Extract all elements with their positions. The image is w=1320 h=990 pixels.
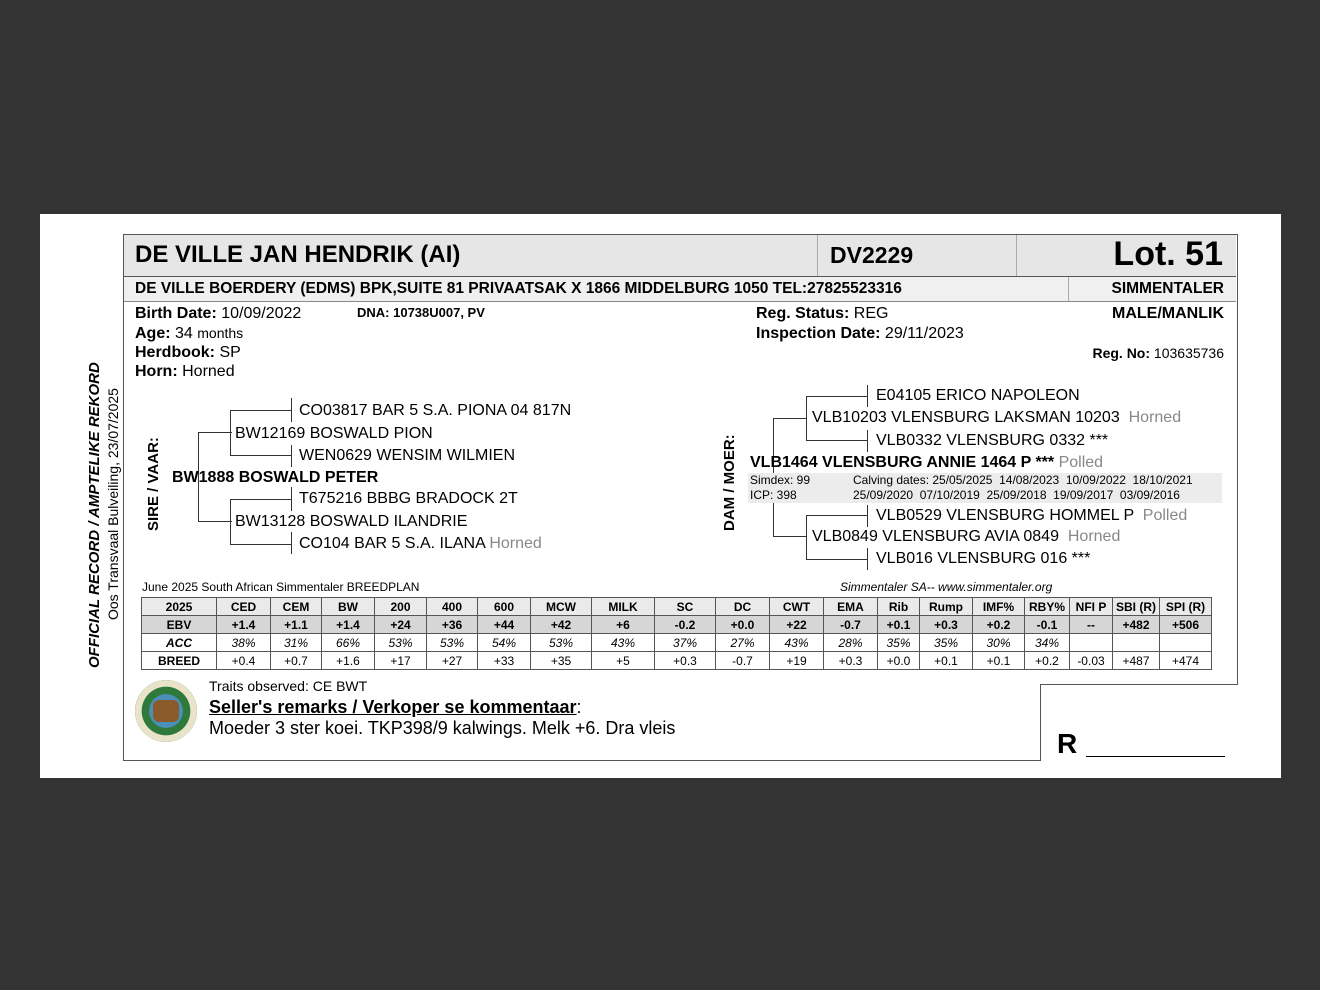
table-cell: 53%	[531, 634, 592, 652]
table-cell: CWT	[770, 598, 824, 616]
table-cell: --	[1070, 616, 1113, 634]
animal-name: DE VILLE JAN HENDRIK (AI)	[135, 241, 461, 268]
table-cell: 43%	[592, 634, 655, 652]
calving-dates-line2: 25/09/2020 07/10/2019 25/09/2018 19/09/2017 03/09/2016	[853, 488, 1180, 502]
table-cell: SBI (R)	[1113, 598, 1160, 616]
table-cell: +0.7	[271, 652, 322, 670]
table-cell: 28%	[824, 634, 878, 652]
dam-sire: VLB10203 VLENSBURG LAKSMAN 10203 Horned	[812, 409, 1182, 426]
table-header-row	[142, 598, 1212, 616]
table-cell: 43%	[770, 634, 824, 652]
traits-observed: Traits observed: CE BWT	[209, 678, 368, 694]
table-cell: +0.0	[878, 652, 920, 670]
table-cell: 53%	[375, 634, 427, 652]
table-cell: +44	[478, 616, 531, 634]
table-cell: +0.3	[824, 652, 878, 670]
table-cell	[1160, 634, 1212, 652]
table-cell: -0.1	[1025, 616, 1070, 634]
breedplan-website: Simmentaler SA-- www.simmentaler.org	[840, 580, 1053, 594]
row-label: BREED	[142, 652, 217, 670]
table-cell: 31%	[271, 634, 322, 652]
table-cell: Rib	[878, 598, 920, 616]
table-cell: +0.3	[920, 616, 973, 634]
table-cell: +0.1	[878, 616, 920, 634]
breedplan-table	[141, 597, 1212, 670]
table-cell: +1.4	[217, 616, 271, 634]
table-cell: -0.03	[1070, 652, 1113, 670]
table-cell: +506	[1160, 616, 1212, 634]
table-cell: +474	[1160, 652, 1212, 670]
table-cell: RBY%	[1025, 598, 1070, 616]
table-cell: CEM	[271, 598, 322, 616]
table-cell: 30%	[973, 634, 1025, 652]
table-cell: +482	[1113, 616, 1160, 634]
seller-remarks: Moeder 3 ster koei. TKP398/9 kalwings. Melk +6. Dra vleis	[209, 718, 676, 738]
table-cell: +0.1	[920, 652, 973, 670]
table-cell: +0.2	[973, 616, 1025, 634]
table-cell: -0.7	[824, 616, 878, 634]
table-cell: NFI P	[1070, 598, 1113, 616]
breed: SIMMENTALER	[1111, 280, 1224, 297]
table-cell: 600	[478, 598, 531, 616]
breeder-address: DE VILLE BOERDERY (EDMS) BPK,SUITE 81 PRIVAATSAK X 1866 MIDDELBURG 1050 TEL:27825523316	[135, 280, 902, 297]
inspection-date: Inspection Date: 29/11/2023	[756, 325, 964, 342]
table-cell: 27%	[716, 634, 770, 652]
dam-sire-sire: E04105 ERICO NAPOLEON	[876, 387, 1080, 404]
table-cell: SC	[655, 598, 716, 616]
table-cell: +0.3	[655, 652, 716, 670]
table-cell: BW	[322, 598, 375, 616]
table-cell: +487	[1113, 652, 1160, 670]
table-cell: +1.4	[322, 616, 375, 634]
table-cell	[1070, 634, 1113, 652]
table-row	[142, 634, 1212, 652]
table-cell: 53%	[427, 634, 478, 652]
table-cell: 400	[427, 598, 478, 616]
table-cell: -0.2	[655, 616, 716, 634]
row-label: ACC	[142, 634, 217, 652]
dam-label: DAM / MOER:	[721, 434, 738, 531]
dam-simdex: Simdex: 99	[750, 473, 811, 487]
table-cell: +0.4	[217, 652, 271, 670]
official-record-label: OFFICIAL RECORD / AMPTELIKE REKORD	[86, 362, 103, 668]
table-cell: MCW	[531, 598, 592, 616]
table-cell: +35	[531, 652, 592, 670]
table-cell: +19	[770, 652, 824, 670]
dam-icp: ICP: 398	[750, 488, 797, 502]
table-cell: +42	[531, 616, 592, 634]
row-label: EBV	[142, 616, 217, 634]
table-cell: +22	[770, 616, 824, 634]
table-cell: +24	[375, 616, 427, 634]
remarks-heading: Seller's remarks / Verkoper se kommentaar:	[209, 697, 582, 717]
table-cell: 200	[375, 598, 427, 616]
table-cell: Rump	[920, 598, 973, 616]
table-cell: +6	[592, 616, 655, 634]
birth-date: Birth Date: 10/09/2022	[135, 305, 302, 322]
calving-dates-line1: Calving dates: 25/05/2025 14/08/2023 10/09/2022 18/10/2021	[853, 473, 1193, 487]
dam-dam: VLB0849 VLENSBURG AVIA 0849 Horned	[812, 528, 1121, 545]
table-cell: 34%	[1025, 634, 1070, 652]
sire-dam-sire: T675216 BBBG BRADOCK 2T	[299, 490, 518, 507]
table-cell: +36	[427, 616, 478, 634]
sire-name: BW1888 BOSWALD PETER	[172, 469, 379, 486]
table-cell: MILK	[592, 598, 655, 616]
age: Age: 34 months	[135, 325, 244, 342]
sire-sire: BW12169 BOSWALD PION	[235, 425, 433, 442]
sire-sire-sire: CO03817 BAR 5 S.A. PIONA 04 817N	[299, 402, 572, 419]
table-cell: SPI (R)	[1160, 598, 1212, 616]
dam-dam-sire: VLB0529 VLENSBURG HOMMEL P Polled	[876, 507, 1188, 524]
sire-dam-dam: CO104 BAR 5 S.A. ILANA Horned	[299, 535, 542, 552]
dam-dam-dam: VLB016 VLENSBURG 016 ***	[876, 550, 1091, 567]
dna-info: DNA: 10738U007, PV	[357, 305, 485, 320]
table-cell: +5	[592, 652, 655, 670]
table-row	[142, 616, 1212, 634]
animal-id: DV2229	[830, 242, 914, 268]
sire-dam: BW13128 BOSWALD ILANDRIE	[235, 513, 468, 530]
table-cell: 66%	[322, 634, 375, 652]
table-row	[142, 652, 1212, 670]
dam-name: VLB1464 VLENSBURG ANNIE 1464 P *** Polled	[750, 454, 1104, 471]
table-cell: +1.1	[271, 616, 322, 634]
table-cell: DC	[716, 598, 770, 616]
lot-number: Lot. 51	[1113, 235, 1223, 273]
table-cell: +33	[478, 652, 531, 670]
table-cell: 35%	[878, 634, 920, 652]
horn-status: Horn: Horned	[135, 363, 235, 380]
table-cell: +0.1	[973, 652, 1025, 670]
price-label: R	[1057, 728, 1078, 759]
table-cell: 38%	[217, 634, 271, 652]
herdbook: Herdbook: SP	[135, 344, 241, 361]
table-cell: IMF%	[973, 598, 1025, 616]
table-cell: 37%	[655, 634, 716, 652]
table-cell: CED	[217, 598, 271, 616]
table-cell: +1.6	[322, 652, 375, 670]
table-cell: EMA	[824, 598, 878, 616]
sire-label: SIRE / VAAR:	[145, 437, 162, 531]
table-cell: 54%	[478, 634, 531, 652]
table-cell: +27	[427, 652, 478, 670]
table-cell: +17	[375, 652, 427, 670]
dam-sire-dam: VLB0332 VLENSBURG 0332 ***	[876, 432, 1109, 449]
reg-number: Reg. No: 103635736	[1092, 345, 1224, 361]
breedplan-caption: June 2025 South African Simmentaler BREEDPLAN	[142, 580, 420, 594]
sire-sire-dam: WEN0629 WENSIM WILMIEN	[299, 447, 516, 464]
sex: MALE/MANLIK	[1112, 305, 1224, 322]
table-cell	[1113, 634, 1160, 652]
price-blank[interactable]	[1086, 756, 1225, 757]
table-cell: 35%	[920, 634, 973, 652]
sale-name-date: Oos Transvaal Bulveiling, 23/07/2025	[105, 388, 121, 620]
reg-status: Reg. Status: REG	[756, 305, 889, 322]
table-cell: +0.0	[716, 616, 770, 634]
row-label: 2025	[142, 598, 217, 616]
table-cell: -0.7	[716, 652, 770, 670]
table-cell: +0.2	[1025, 652, 1070, 670]
